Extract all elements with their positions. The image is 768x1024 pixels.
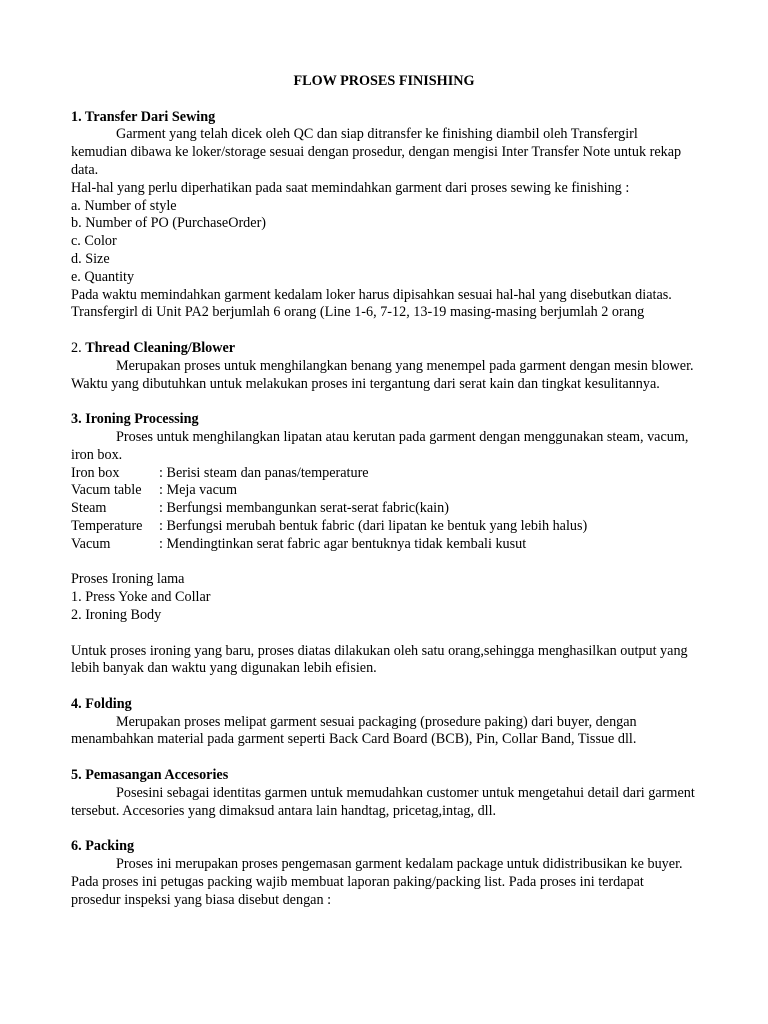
definition-term: Temperature [71,517,143,534]
definition-desc: : Berfungsi merubah bentuk fabric (dari lipatan ke bentuk yang lebih halus) [159,517,588,534]
section-heading: 3. Ironing Processing [71,411,199,428]
paragraph: Posesini sebagai identitas garmen untuk memudahkan customer untuk mengetahui detail dari garment tersebut. Accesories yang dimaksud antara lain handtag, pricetag,intag, dll. [71,784,695,819]
list-item: b. Number of PO (PurchaseOrder) [71,215,267,232]
section-packing [71,838,697,909]
definition-row [71,518,697,536]
paragraph: Untuk proses ironing yang baru, proses diatas dilakukan oleh satu orang,sehingga menghasilkan output yang lebih banyak dan waktu yang digunakan lebih efisien. [71,642,688,677]
spacer [71,625,697,643]
definition-row [71,465,697,483]
list-item: a. Number of style [71,197,177,214]
paragraph: Hal-hal yang perlu diperhatikan pada saat memindahkan garment dari proses sewing ke finishing : [71,179,630,196]
section-thread-cleaning [71,340,697,393]
list-item: 2. Ironing Body [71,606,162,623]
section-heading: 5. Pemasangan Accesories [71,767,229,784]
section-ironing-processing [71,411,697,678]
document-title: FLOW PROSES FINISHING [293,73,475,89]
section-heading: Thread Cleaning/Blower [85,339,236,356]
paragraph: Proses ini merupakan proses pengemasan garment kedalam package untuk didistribusikan ke buyer. Pada proses ini petugas packing wajib membuat laporan paking/packing list. Pada proses ini terdapat prosedur inspeksi yang biasa disebut dengan : [71,856,683,908]
section-folding [71,696,697,749]
definition-row [71,500,697,518]
definition-desc: : Berfungsi membangunkan serat-serat fabric(kain) [159,500,449,517]
definition-desc: : Berisi steam dan panas/temperature [159,464,369,481]
section-heading: 4. Folding [71,695,132,712]
document-body [71,73,697,927]
list-item: 1. Press Yoke and Collar [71,589,211,606]
paragraph: Proses untuk menghilangkan lipatan atau kerutan pada garment dengan menggunakan steam, vacum, iron box. [71,428,689,463]
definition-term: Vacum [71,535,111,552]
paragraph: Transfergirl di Unit PA2 berjumlah 6 orang (Line 1-6, 7-12, 13-19 masing-masing berjumlah 2 orang [71,304,645,321]
list-item: e. Quantity [71,268,135,285]
definition-desc: : Meja vacum [159,482,238,499]
section-heading: 1. Transfer Dari Sewing [71,108,216,125]
definition-term: Vacum table [71,482,142,499]
paragraph: Merupakan proses melipat garment sesuai packaging (prosedure paking) dari buyer, dengan menambahkan material pada garment seperti Back Card Board (BCB), Pin, Collar Band, Tissue dll. [71,713,637,748]
list-item: c. Color [71,233,117,250]
spacer [71,554,697,572]
paragraph: Pada waktu memindahkan garment kedalam loker harus dipisahkan sesuai hal-hal yang disebutkan diatas. [71,286,672,303]
section-number: 2. [71,339,86,356]
definition-desc: : Mendingtinkan serat fabric agar bentuknya tidak kembali kusut [159,535,527,552]
section-transfer-dari-sewing [71,109,697,323]
definition-term: Iron box [71,464,120,481]
section-pemasangan-accesories [71,767,697,820]
definition-term: Steam [71,500,107,517]
paragraph: Garment yang telah dicek oleh QC dan siap ditransfer ke finishing diambil oleh Transfergirl kemudian dibawa ke loker/storage sesuai dengan prosedur, dengan mengisi Inter Transfer Note untuk rekap data. [71,126,682,178]
paragraph: Merupakan proses untuk menghilangkan benang yang menempel pada garment dengan mesin blower. Waktu yang dibutuhkan untuk melakukan proses ini tergantung dari serat kain dan tingkat kesulitannya. [71,357,694,392]
section-heading-line [71,340,697,358]
definition-row [71,482,697,500]
subheading: Proses Ironing lama [71,571,185,588]
section-heading: 6. Packing [71,838,135,855]
list-item: d. Size [71,250,110,267]
definition-row [71,536,697,554]
